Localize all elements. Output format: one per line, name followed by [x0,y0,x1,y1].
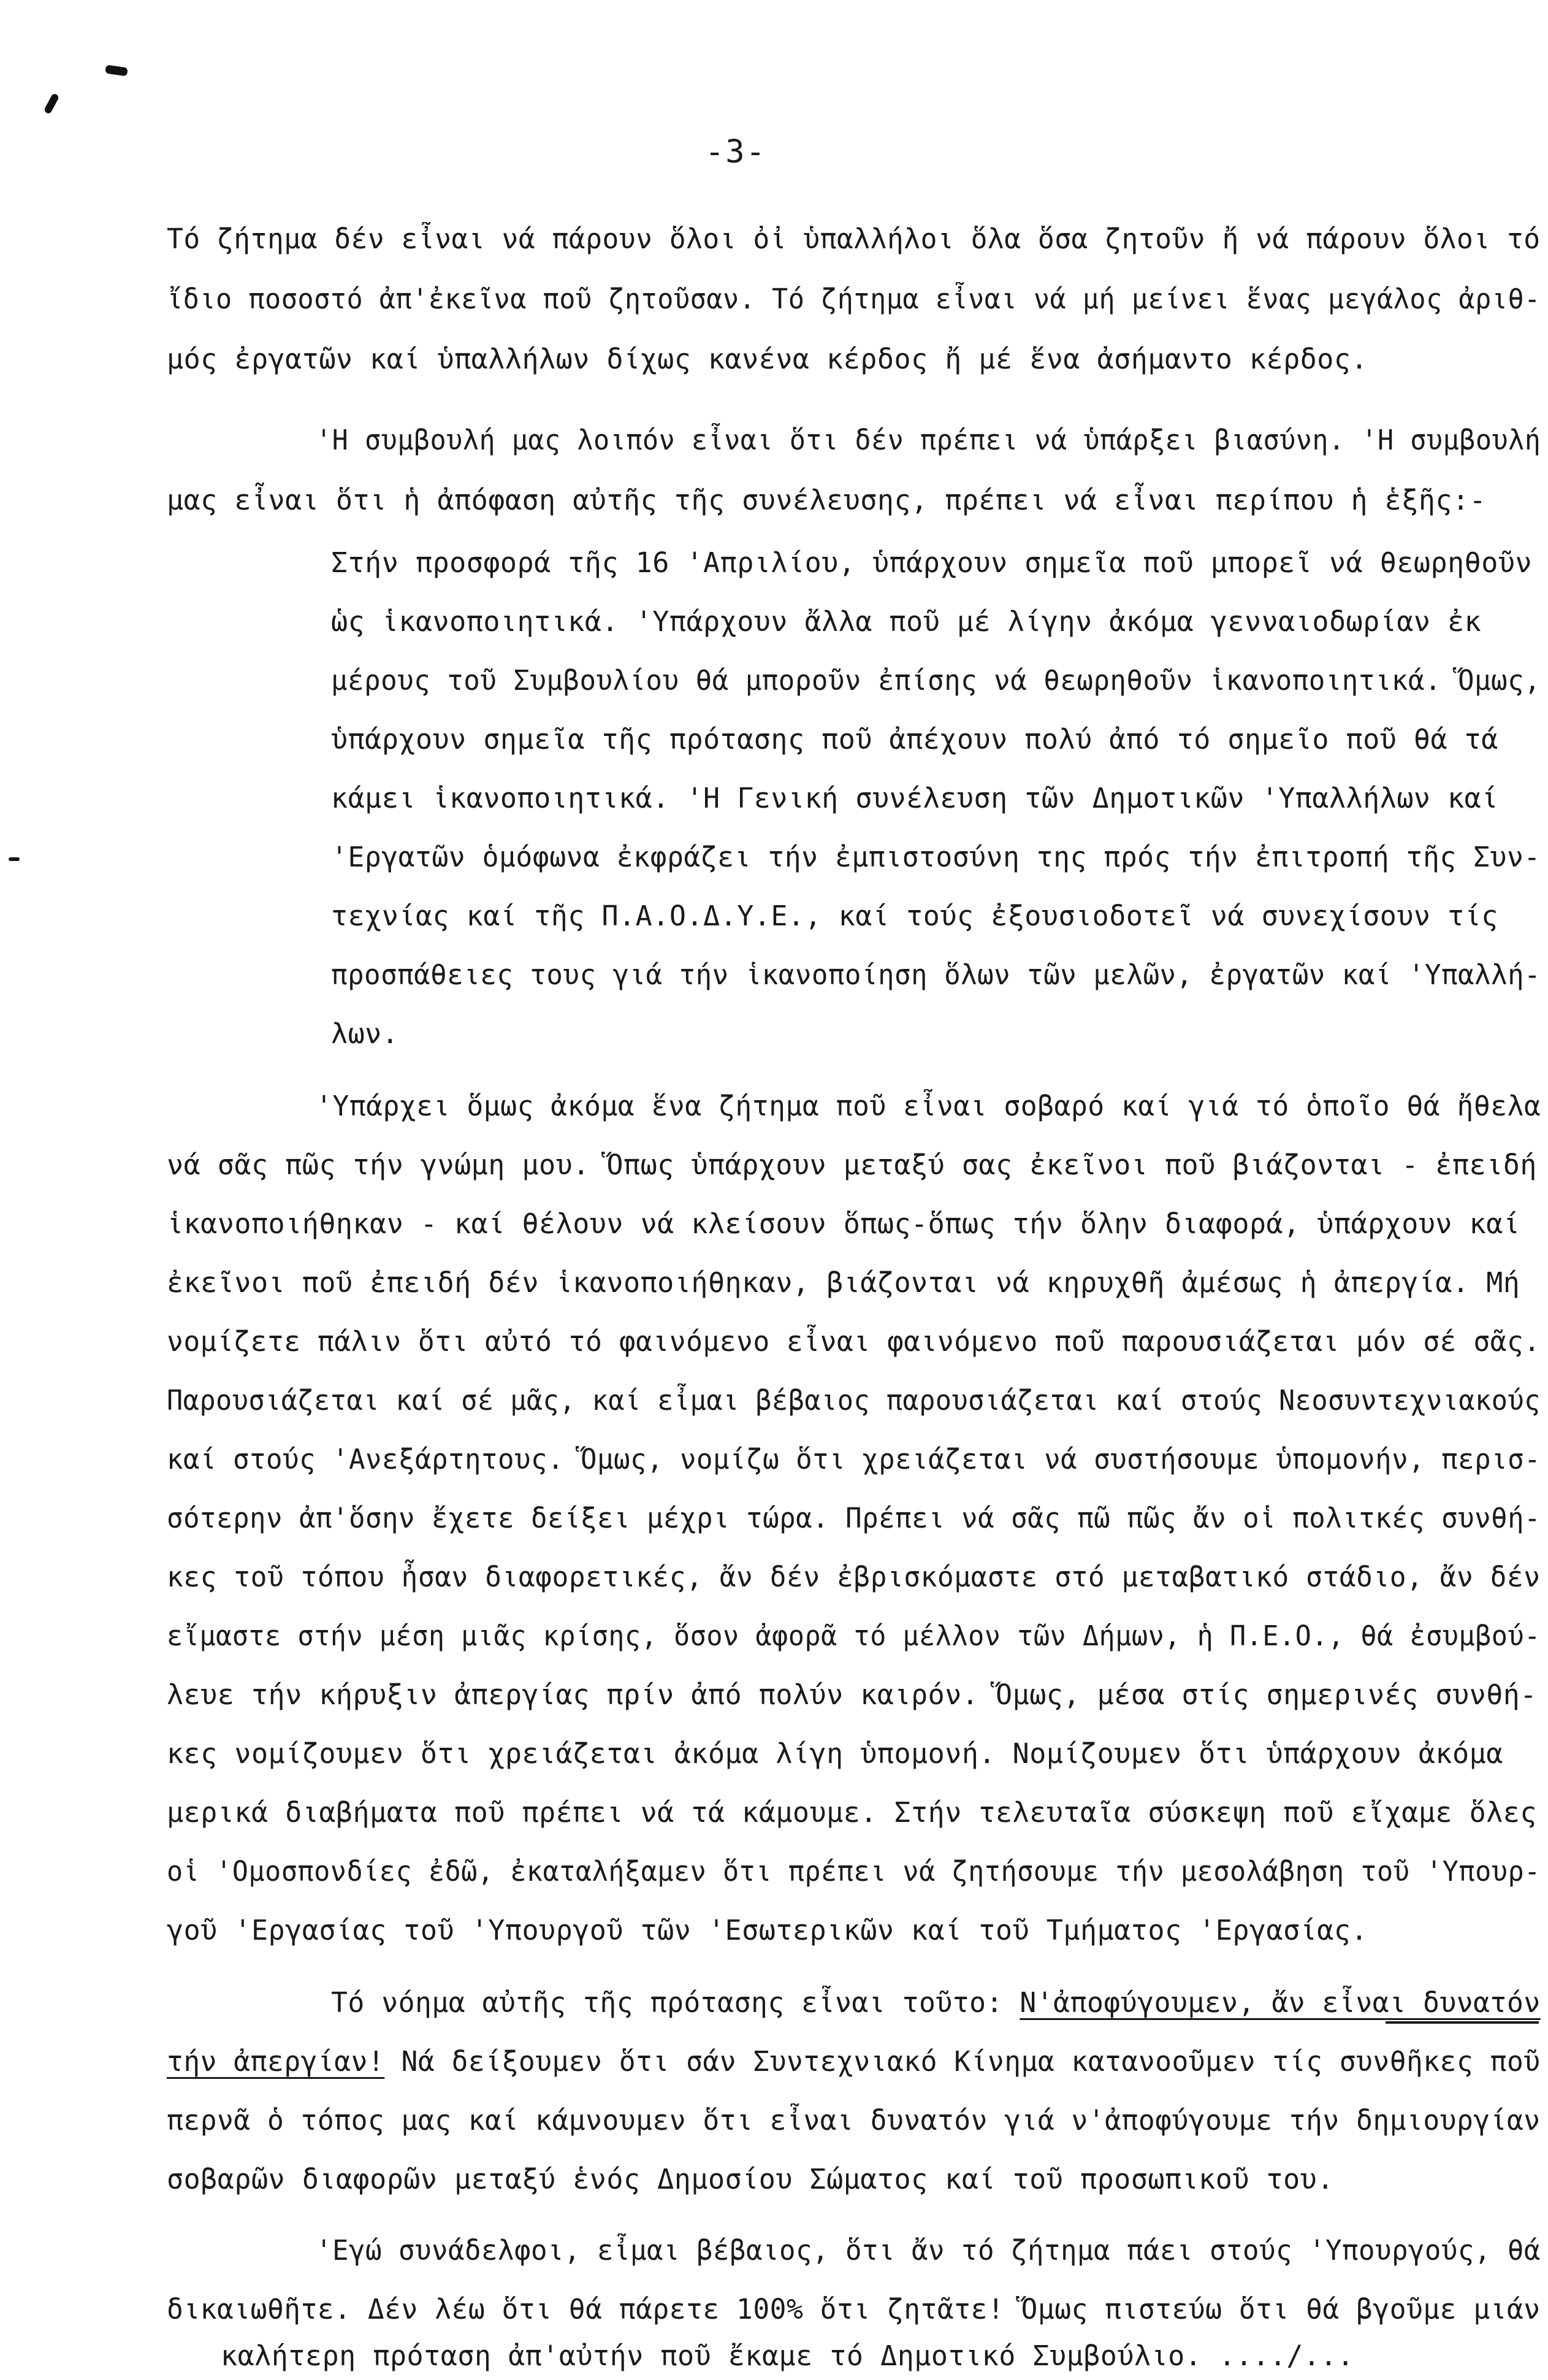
paragraph-4-line: καί στούς 'Ανεξάρτητους. Ὅμως, νομίζω ὅτι χρειάζεται νά συστήσουμε ὑπομονήν, περισ- [167,1443,1541,1475]
paragraph-3-line: προσπάθειες τους γιά τήν ἱκανοποίηση ὅλων τῶν μελῶν, ἐργατῶν καί 'Υπαλλή- [331,959,1541,991]
paragraph-3-line: κάμει ἱκανοποιητικά. 'Η Γενική συνέλευση τῶν Δημοτικῶν 'Υπαλλήλων καί [331,782,1498,814]
paragraph-5-line [167,2043,1541,2080]
paragraph-6-line: καλήτερη πρόταση ἀπ'αὐτήν ποῦ ἔκαμε τό Δημοτικό Συμβούλιο. ..../... [221,2340,1354,2372]
paragraph-4-line: νομίζετε πάλιν ὅτι αὐτό τό φαινόμενο εἶναι φαινόμενο ποῦ παρουσιάζεται μόν σέ σᾶς. [167,1325,1541,1358]
paragraph-4-line: εἴμαστε στήν μέση μιᾶς κρίσης, ὅσον ἀφορᾶ τό μέλλον τῶν Δήμων, ἡ Π.Ε.Ο., θά ἐσυμβού- [167,1620,1541,1652]
paragraph-3-line: λων. [331,1017,399,1050]
paragraph-3-line: ὑπάρχουν σημεῖα τῆς πρότασης ποῦ ἀπέχουν πολύ ἀπό τό σημεῖο ποῦ θά τά [331,723,1498,756]
paragraph-5-intro: Τό νόημα αὐτῆς τῆς πρότασης εἶναι τοῦτο: [331,1986,1020,2019]
paragraph-6-line: δικαιωθῆτε. Δέν λέω ὅτι θά πάρετε 100% ὅτι ζητᾶτε! Ὅμως πιστεύω ὅτι θά βγοῦμε μιάν [167,2293,1541,2325]
paragraph-4-line: μερικά διαβήματα ποῦ πρέπει νά τά κάμουμε. Στήν τελευταῖα σύσκεψη ποῦ εἴχαμε ὅλες [167,1796,1537,1829]
paragraph-5-line: περνᾶ ὁ τόπος μας καί κάμνουμεν ὅτι εἶναι δυνατόν γιά ν'ἀποφύγουμε τήν δημιουργίαν [167,2104,1541,2137]
paragraph-4-line: ἐκεῖνοι ποῦ ἐπειδή δέν ἱκανοποιήθηκαν, βιάζονται νά κηρυχθῆ ἀμέσως ἡ ἀπεργία. Μή [167,1266,1520,1299]
underlined-emphasis: τήν ἀπεργίαν! [167,2045,385,2078]
paragraph-4-line: νά σᾶς πῶς τήν γνώμη μου. Ὅπως ὑπάρχουν μεταξύ σας ἐκεῖνοι ποῦ βιάζονται - ἐπειδή [167,1149,1537,1181]
paragraph-4-line: ἱκανοποιήθηκαν - καί θέλουν νά κλείσουν ὅπως-ὅπως τήν ὅλην διαφορά, ὑπάρχουν καί [167,1207,1520,1240]
paragraph-4-line: κες τοῦ τόπου ἦσαν διαφορετικές, ἄν δέν ἐβρισκόμαστε στό μεταβατικό στάδιο, ἄν δέν [167,1561,1541,1593]
paragraph-4-line: 'Υπάρχει ὅμως ἀκόμα ἕνα ζήτημα ποῦ εἶναι σοβαρό καί γιά τό ὁποῖο θά ἤθελα [316,1090,1541,1122]
paragraph-1-line: ἴδιο ποσοστό ἀπ'ἐκεῖνα ποῦ ζητοῦσαν. Τό ζήτημα εἶναι νά μή μείνει ἕνας μεγάλος ἀριθ- [167,283,1541,315]
underlined-emphasis: Ν'ἀποφύγουμεν, ἄν εἶναι δυνατόν [1020,1986,1541,2019]
paragraph-3-line: μέρους τοῦ Συμβουλίου θά μποροῦν ἐπίσης νά θεωρηθοῦν ἱκανοποιητικά. Ὅμως, [331,664,1541,697]
paragraph-5-line [331,1984,1541,2021]
paragraph-4-line: σότερην ἀπ'ὅσην ἔχετε δείξει μέχρι τώρα. Πρέπει νά σᾶς πῶ πῶς ἄν οἱ πολιτκές συνθή- [167,1502,1541,1534]
paragraph-3-line: 'Εργατῶν ὁμόφωνα ἐκφράζει τήν ἐμπιστοσύνη της πρός τήν ἐπιτροπή τῆς Συν- [331,841,1541,873]
paragraph-5-text: Νά δείξουμεν ὅτι σάν Συντεχνιακό Κίνημα κατανοοῦμεν τίς συνθῆκες ποῦ [384,2045,1541,2078]
ink-mark [44,93,60,115]
paragraph-2-line: 'Η συμβουλή μας λοιπόν εἶναι ὅτι δέν πρέπει νά ὑπάρξει βιασύνη. 'Η συμβουλή [316,424,1541,456]
paragraph-1-line: μός ἐργατῶν καί ὑπαλλήλων δίχως κανένα κέρδος ἤ μέ ἕνα ἀσήμαντο κέρδος. [167,343,1368,375]
ink-mark [9,857,20,861]
paragraph-4-line: λευε τήν κήρυξιν ἀπεργίας πρίν ἀπό πολύν καιρόν. Ὅμως, μέσα στίς σημερινές συνθή- [167,1678,1537,1711]
paragraph-3-line: τεχνίας καί τῆς Π.Α.Ο.Δ.Υ.Ε., καί τούς ἐξουσιοδοτεῖ νά συνεχίσουν τίς [331,900,1498,932]
page-number: -3- [705,134,766,170]
paragraph-1-line: Τό ζήτημα δέν εἶναι νά πάρουν ὅλοι ὀἰ ὑπαλλήλοι ὅλα ὅσα ζητοῦν ἤ νά πάρουν ὅλοι τό [167,223,1541,255]
ink-mark [105,65,128,77]
paragraph-4-line: κες νομίζουμεν ὅτι χρειάζεται ἀκόμα λίγη ὑπομονή. Νομίζουμεν ὅτι ὑπάρχουν ἀκόμα [167,1737,1503,1770]
underline-extension [1386,2021,1539,2024]
paragraph-3-line: Στήν προσφορά τῆς 16 'Απριλίου, ὑπάρχουν σημεῖα ποῦ μπορεῖ νά θεωρηθοῦν [331,546,1533,579]
paragraph-2-line: μας εἶναι ὅτι ἡ ἀπόφαση αὐτῆς τῆς συνέλευσης, πρέπει νά εἶναι περίπου ἡ ἑξῆς:- [167,484,1487,516]
paragraph-4-line: οἱ 'Ομοσπονδίες ἐδῶ, ἐκαταλήξαμεν ὅτι πρέπει νά ζητήσουμε τήν μεσολάβηση τοῦ 'Υπουρ- [167,1855,1541,1888]
paragraph-6-line: 'Εγώ συνάδελφοι, εἶμαι βέβαιος, ὅτι ἄν τό ζήτημα πάει στούς 'Υπουργούς, θά [316,2234,1541,2267]
paragraph-4-line: Παρουσιάζεται καί σέ μᾶς, καί εἶμαι βέβαιος παρουσιάζεται καί στούς Νεοσυντεχνιακούς [167,1384,1541,1417]
paragraph-4-line: γοῦ 'Εργασίας τοῦ 'Υπουργοῦ τῶν 'Εσωτερικῶν καί τοῦ Τμήματος 'Εργασίας. [167,1914,1368,1946]
paragraph-5-line: σοβαρῶν διαφορῶν μεταξύ ἑνός Δημοσίου Σώματος καί τοῦ προσωπικοῦ του. [167,2163,1334,2195]
paragraph-3-line: ὡς ἱκανοποιητικά. 'Υπάρχουν ἄλλα ποῦ μέ λίγην ἀκόμα γενναιοδωρίαν ἐκ [331,605,1482,638]
